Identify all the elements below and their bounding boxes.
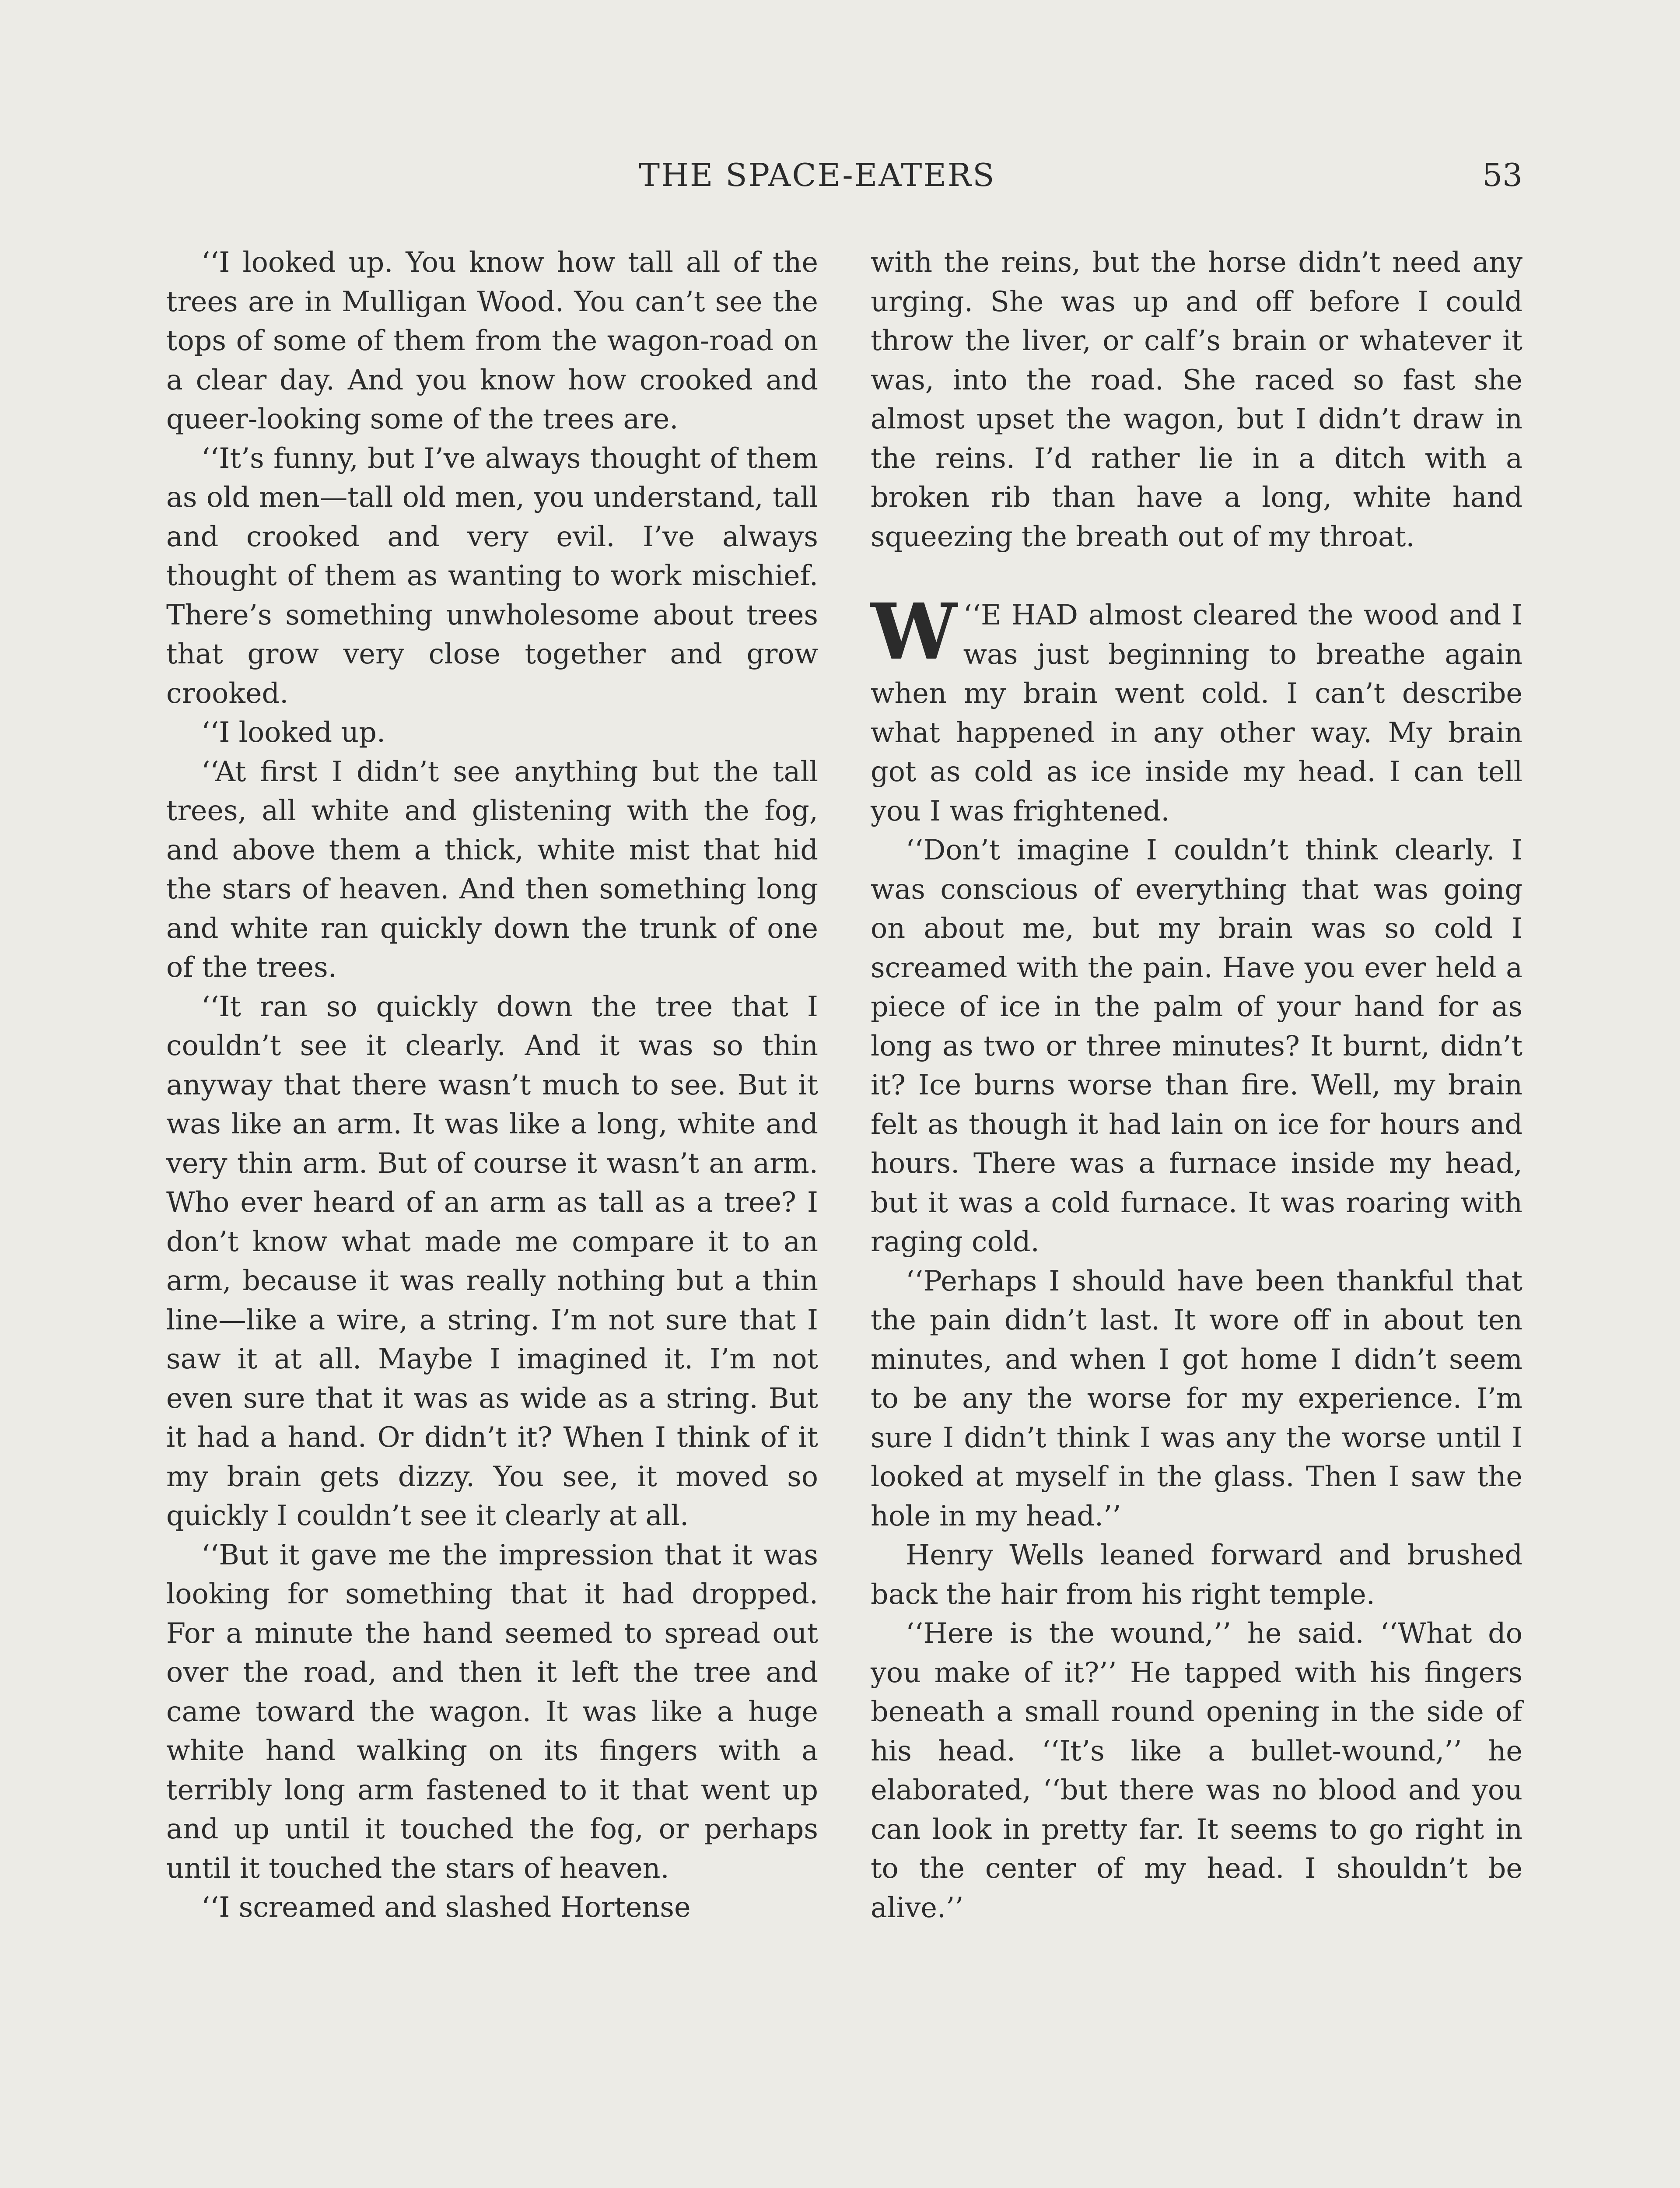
right-column	[871, 243, 1522, 1927]
paragraph: ‘‘It’s funny, but I’ve always thought of them as old men—tall old men, you understand, tall and crooked and very evil. I’ve always thought of them as wanting to work mischief. There’s something unwholesome about trees that grow very close together and grow crooked.	[166, 442, 818, 709]
continued-paragraph: with the reins, but the horse didn’t need any urging. She was up and off before I could throw the liver, or calf’s brain or whatever it was, into the road. She raced so fast she almost upset the wagon, but I didn’t draw in the reins. I’d rather lie in a ditch with a broken rib than have a long, white hand squeezing the breath out of my throat.	[871, 246, 1522, 553]
paragraph: ‘‘Here is the wound,’’ he said. ‘‘What do you make of it?’’ He tapped with his fingers beneath a small round opening in the side of his head. ‘‘It’s like a bullet-wound,’’ he elaborated, ‘‘but there was no blood and you can look in pretty far. It seems to go right in to the center of my head. I shouldn’t be alive.’’	[871, 1617, 1522, 1924]
paragraph: ‘‘But it gave me the impression that it was looking for something that it had dropped. For a minute the hand seemed to spread out over the road, and then it left the tree and came toward the wagon. It was like a huge white hand walking on its fingers with a terribly long arm fastened to it that went up and up until it touched the fog, or perhaps until it touched the stars of heaven.	[166, 1538, 818, 1884]
section-opening-paragraph	[871, 586, 1522, 831]
opening-text: almost cleared the wood and I was just beginning to breathe again when my brain went cold. I can’t describe what happened in any other way. My brain got as cold as ice inside my head. I can tell you I was frightened.	[871, 599, 1522, 827]
running-title: THE SPACE-EATERS	[639, 157, 996, 193]
paragraph: ‘‘Perhaps I should have been thankful that the pain didn’t last. It wore off in about ten minutes, and when I got home I didn’t seem to be any the worse for my experience. I’m sure I didn’t think I was any the worse until I looked at myself in the glass. Then I saw the hole in my head.’’	[871, 1264, 1522, 1532]
drop-cap: W	[871, 586, 957, 677]
paragraph: ‘‘Don’t imagine I couldn’t think clearly. I was conscious of everything that was going on about me, but my brain was so cold I screamed with the pain. Have you ever held a piece of ice in the palm of your hand for as long as two or three minutes? It burnt, didn’t it? Ice burns worse than fire. Well, my brain felt as though it had lain on ice for hours and hours. There was a furnace inside my head, but it was a cold furnace. It was roaring with raging cold.	[871, 834, 1522, 1258]
left-column	[166, 243, 818, 1927]
running-head	[166, 153, 1522, 197]
paragraph: ‘‘I looked up. You know how tall all of the trees are in Mulligan Wood. You can’t see the tops of some of them from the wagon-road on a clear day. And you know how crooked and queer-looking some of the trees are.	[166, 246, 818, 435]
page-number: 53	[1482, 157, 1522, 193]
paragraph: ‘‘I screamed and slashed Hortense	[201, 1891, 691, 1923]
paragraph: ‘‘At first I didn’t see anything but the tall trees, all white and glistening with the fog, and above them a thick, white mist that hid the stars of heaven. And then something long and white ran quickly down the trunk of one of the trees.	[166, 755, 818, 983]
paragraph: ‘‘It ran so quickly down the tree that I couldn’t see it clearly. And it was so thin anyway that there wasn’t much to see. But it was like an arm. It was like a long, white and very thin arm. But of course it wasn’t an arm. Who ever heard of an arm as tall as a tree? I don’t know what made me compare it to an arm, because it was really nothing but a thin line—like a wire, a string. I’m not sure that I saw it at all. Maybe I imagined it. I’m not even sure that it was as wide as a string. But it had a hand. Or didn’t it? When I think of it my brain gets dizzy. You see, it moved so quickly I couldn’t see it clearly at all.	[166, 990, 818, 1532]
paragraph: Henry Wells leaned forward and brushed back the hair from his right temple.	[871, 1539, 1522, 1610]
small-caps-lead: E HAD	[981, 599, 1078, 631]
opening-quote: ‘‘	[963, 599, 981, 631]
paragraph: ‘‘I looked up.	[201, 716, 386, 748]
